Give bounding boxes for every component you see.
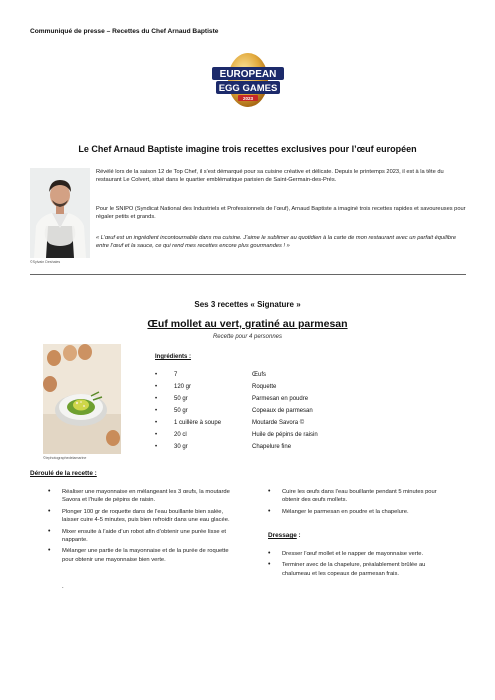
- ingredient-name: Roquette: [252, 384, 277, 390]
- steps-list-left: [48, 488, 230, 567]
- ingredient-qty: 1 cuillère à soupe: [174, 420, 222, 426]
- step-item: • Mélanger une partie de la mayonnaise et de la purée de roquette pour obtenir une mayonnaise bien verte.: [48, 547, 230, 564]
- ingredient-name: Moutarde Savora ©: [252, 420, 305, 426]
- european-egg-games-logo: [206, 46, 290, 114]
- ingredient-name: Parmesan en poudre: [252, 396, 309, 402]
- ingredient-name: Œufs: [252, 372, 267, 378]
- ingredient-qty: 50 gr: [174, 408, 188, 414]
- step-item: • Plonger 100 gr de roquette dans de l’eau bouillante bien salée, laisser cuire 4-5 minutes, puis bien refroidir dans une eau glacée.: [48, 508, 230, 525]
- ingredient-qty: 30 gr: [174, 444, 188, 450]
- stray-dot: .: [62, 584, 64, 590]
- ingredient-name: Chapelure fine: [252, 444, 292, 450]
- chef-quote: « L’œuf est un ingrédient incontournable dans ma cuisine. J’aime le sublimer au quotidien à la carte de mon restaurant avec un parfait équilibre entre l’œuf et la sauce, ce qui rend mes recettes encore plus gourmandes ! »: [96, 235, 457, 250]
- svg-text:EUROPEAN: EUROPEAN: [219, 69, 277, 80]
- section-divider: [30, 274, 466, 275]
- ingredient-qty: 120 gr: [174, 384, 192, 390]
- dressage-item: • Dresser l’œuf mollet et le napper de mayonnaise verte.: [268, 550, 454, 558]
- ingredient-qty: 20 cl: [174, 432, 187, 438]
- ingredient-name: Huile de pépins de raisin: [252, 432, 318, 438]
- steps-list-right: [268, 488, 454, 519]
- step-item: • Réaliser une mayonnaise en mélangeant les 3 œufs, la moutarde Savora et l’huile de pépins de raisin.: [48, 488, 230, 505]
- chef-photo-credit: ©Sylvain Deshaies: [30, 260, 61, 264]
- step-item: • Mélanger le parmesan en poudre et la chapelure.: [268, 508, 454, 516]
- intro-paragraph-2: Pour le SNIPO (Syndicat National des Industriels et Professionnels de l’œuf), Arnaud Baptiste a imaginé trois recettes rapides et savoureuses pour régaler petits et grands.: [96, 206, 466, 221]
- ingredient-name: Copeaux de parmesan: [252, 408, 313, 414]
- recipe-photo-credit: ©lephotographedelamarine: [43, 456, 87, 460]
- recipe-photo: [43, 344, 121, 454]
- headline: Le Chef Arnaud Baptiste imagine trois recettes exclusives pour l’œuf européen: [78, 144, 417, 154]
- svg-text:EGG GAMES: EGG GAMES: [218, 83, 278, 94]
- section-title: Ses 3 recettes « Signature »: [194, 300, 301, 309]
- recipe-title: Œuf mollet au vert, gratiné au parmesan: [147, 318, 348, 330]
- steps-title: Déroulé de la recette :: [30, 470, 97, 477]
- press-release-header: Communiqué de presse – Recettes du Chef Arnaud Baptiste: [30, 28, 219, 35]
- dressage-title: Dressage :: [268, 532, 301, 539]
- svg-text:2023: 2023: [242, 96, 254, 101]
- dressage-item: • Terminer avec de la chapelure, préalablement brûlée au chalumeau et les copeaux de parmesan frais.: [268, 561, 454, 578]
- chef-photo: [30, 168, 90, 258]
- step-item: • Cuire les œufs dans l’eau bouillante pendant 5 minutes pour obtenir des œufs mollets.: [268, 488, 454, 505]
- ingredients-title: Ingrédients :: [155, 354, 192, 360]
- recipe-servings: Recette pour 4 personnes: [212, 334, 283, 340]
- ingredient-qty: 50 gr: [174, 396, 188, 402]
- step-item: • Mixer ensuite à l’aide d’un robot afin d’obtenir une purée lisse et nappante.: [48, 528, 230, 545]
- ingredient-qty: 7: [174, 372, 178, 378]
- dressage-list: [268, 550, 454, 581]
- intro-paragraph-1: Révélé lors de la saison 12 de Top Chef, il s’est démarqué pour sa cuisine créative et délicate. Depuis le printemps 2023, il est à la tête du restaurant Le Colvert, situé dans le quartier emblématique parisien de Saint-Germain-des-Prés.: [96, 169, 444, 184]
